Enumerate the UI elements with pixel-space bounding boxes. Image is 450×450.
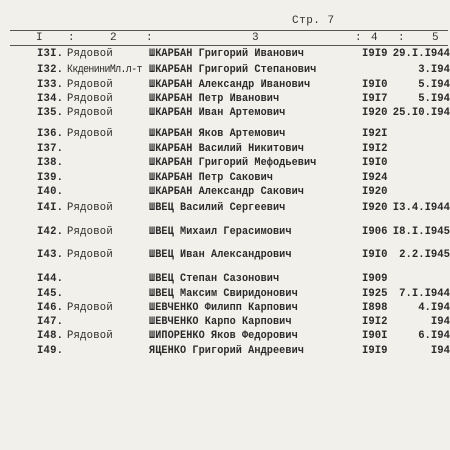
record-name: ШКАРБАН Василий Никитович	[149, 143, 304, 155]
column-header-3: 3	[252, 32, 259, 44]
column-separator: :	[398, 32, 405, 44]
record-rank: Рядовой	[67, 128, 113, 140]
record-number: I44.	[37, 273, 64, 285]
record-rank: Рядовой	[67, 202, 113, 214]
page-number: Стр. 7	[292, 15, 335, 27]
record-name: ШВЕЦ Иван Александрович	[149, 249, 292, 261]
record-birth-year: I9I0	[362, 157, 388, 169]
record-number: I46.	[37, 302, 64, 314]
record-date: 7.I.I944	[399, 288, 450, 300]
record-date: 6.I94	[418, 330, 450, 342]
record-number: I47.	[37, 316, 64, 328]
record-birth-year: I920	[362, 107, 388, 119]
record-birth-year: I9I9	[362, 345, 388, 357]
record-rank: Рядовой	[67, 79, 113, 91]
table-row	[0, 345, 450, 359]
record-date: I8.I.I945	[392, 226, 450, 238]
record-birth-year: I9I2	[362, 316, 388, 328]
record-date: I3.4.I944	[392, 202, 450, 214]
column-header-5: 5	[432, 32, 439, 44]
record-birth-year: I9I2	[362, 143, 388, 155]
record-number: I43.	[37, 249, 64, 261]
record-name: ШКАРБАН Александр Иванович	[149, 79, 311, 91]
record-number: I39.	[37, 172, 64, 184]
table-row	[0, 316, 450, 330]
table-row	[0, 79, 450, 93]
table-row	[0, 143, 450, 157]
record-number: I36.	[37, 128, 64, 140]
record-number: I38.	[37, 157, 64, 169]
record-name: ШЕВЧЕНКО Карпо Карпович	[149, 316, 292, 328]
table-row	[0, 186, 450, 200]
table-row	[0, 64, 450, 78]
record-number: I42.	[37, 226, 64, 238]
record-birth-year: I9I7	[362, 93, 388, 105]
header-top-rule	[10, 30, 448, 31]
record-birth-year: I920	[362, 186, 388, 198]
table-row	[0, 172, 450, 186]
table-row	[0, 226, 450, 240]
record-rank: Рядовой	[67, 330, 113, 342]
record-rank: Рядовой	[67, 93, 113, 105]
record-number: I49.	[37, 345, 64, 357]
record-name: ШКАРБАН Яков Артемович	[149, 128, 286, 140]
column-header-4: 4	[371, 32, 378, 44]
record-number: I4I.	[37, 202, 64, 214]
record-name: ШКАРБАН Александр Сакович	[149, 186, 304, 198]
table-row	[0, 302, 450, 316]
table-row	[0, 288, 450, 302]
table-row	[0, 128, 450, 142]
record-name: ШИПОРЕНКО Яков Федорович	[149, 330, 298, 342]
table-row	[0, 48, 450, 62]
record-date: 29.I.I944	[392, 48, 450, 60]
record-name: ШКАРБАН Петр Иванович	[149, 93, 280, 105]
record-rank: Рядовой	[67, 48, 113, 60]
column-separator: :	[68, 32, 75, 44]
record-birth-year: I909	[362, 273, 388, 285]
record-name: ШКАРБАН Иван Артемович	[149, 107, 286, 119]
record-number: I35.	[37, 107, 64, 119]
record-number: I37.	[37, 143, 64, 155]
column-header-2: 2	[110, 32, 117, 44]
record-birth-year: I9I0	[362, 79, 388, 91]
table-row	[0, 157, 450, 171]
record-birth-year: I9I9	[362, 48, 388, 60]
record-date: I94	[430, 316, 450, 328]
record-date: 5.I94	[418, 79, 450, 91]
record-date: 4.I94	[418, 302, 450, 314]
record-birth-year: I924	[362, 172, 388, 184]
record-number: I45.	[37, 288, 64, 300]
record-birth-year: I90I	[362, 330, 388, 342]
record-birth-year: I906	[362, 226, 388, 238]
table-row	[0, 93, 450, 107]
record-number: I48.	[37, 330, 64, 342]
record-name: ШКАРБАН Григорий Иванович	[149, 48, 304, 60]
table-row	[0, 273, 450, 287]
record-name: ШКАРБАН Григорий Мефодьевич	[149, 157, 317, 169]
record-number: I33.	[37, 79, 64, 91]
record-date: 25.I0.I94	[392, 107, 450, 119]
record-birth-year: I92I	[362, 128, 388, 140]
record-date: I94	[430, 345, 450, 357]
record-birth-year: I920	[362, 202, 388, 214]
record-name: ШВЕЦ Василий Сергеевич	[149, 202, 286, 214]
table-row	[0, 330, 450, 344]
record-name: ШВЕЦ Михаил Герасимович	[149, 226, 292, 238]
record-rank: Рядовой	[67, 302, 113, 314]
record-date: 5.I94	[418, 93, 450, 105]
record-number: I40.	[37, 186, 64, 198]
record-date: 3.I94	[418, 64, 450, 76]
record-number: I32.	[37, 64, 64, 76]
record-name: ШКАРБАН Петр Сакович	[149, 172, 273, 184]
column-header-1: I	[36, 32, 43, 44]
table-row	[0, 107, 450, 121]
record-birth-year: I9I0	[362, 249, 388, 261]
table-row	[0, 202, 450, 216]
table-row	[0, 249, 450, 263]
header-bottom-rule	[10, 45, 448, 46]
record-birth-year: I898	[362, 302, 388, 314]
record-rank: Рядовой	[67, 107, 113, 119]
record-name: ШКАРБАН Григорий Степанович	[149, 64, 317, 76]
column-separator: :	[355, 32, 362, 44]
record-name: ШВЕЦ Максим Свиридонович	[149, 288, 298, 300]
record-rank: КкдениниМл.л-т	[67, 64, 142, 76]
record-name: ШЕВЧЕНКО Филипп Карпович	[149, 302, 298, 314]
record-rank: Рядовой	[67, 249, 113, 261]
column-separator: :	[146, 32, 153, 44]
record-date: 2.2.I945	[399, 249, 450, 261]
record-rank: Рядовой	[67, 226, 113, 238]
record-birth-year: I925	[362, 288, 388, 300]
record-number: I3I.	[37, 48, 64, 60]
record-name: ЯЦЕНКО Григорий Андреевич	[149, 345, 304, 357]
record-number: I34.	[37, 93, 64, 105]
record-name: ШВЕЦ Степан Сазонович	[149, 273, 280, 285]
